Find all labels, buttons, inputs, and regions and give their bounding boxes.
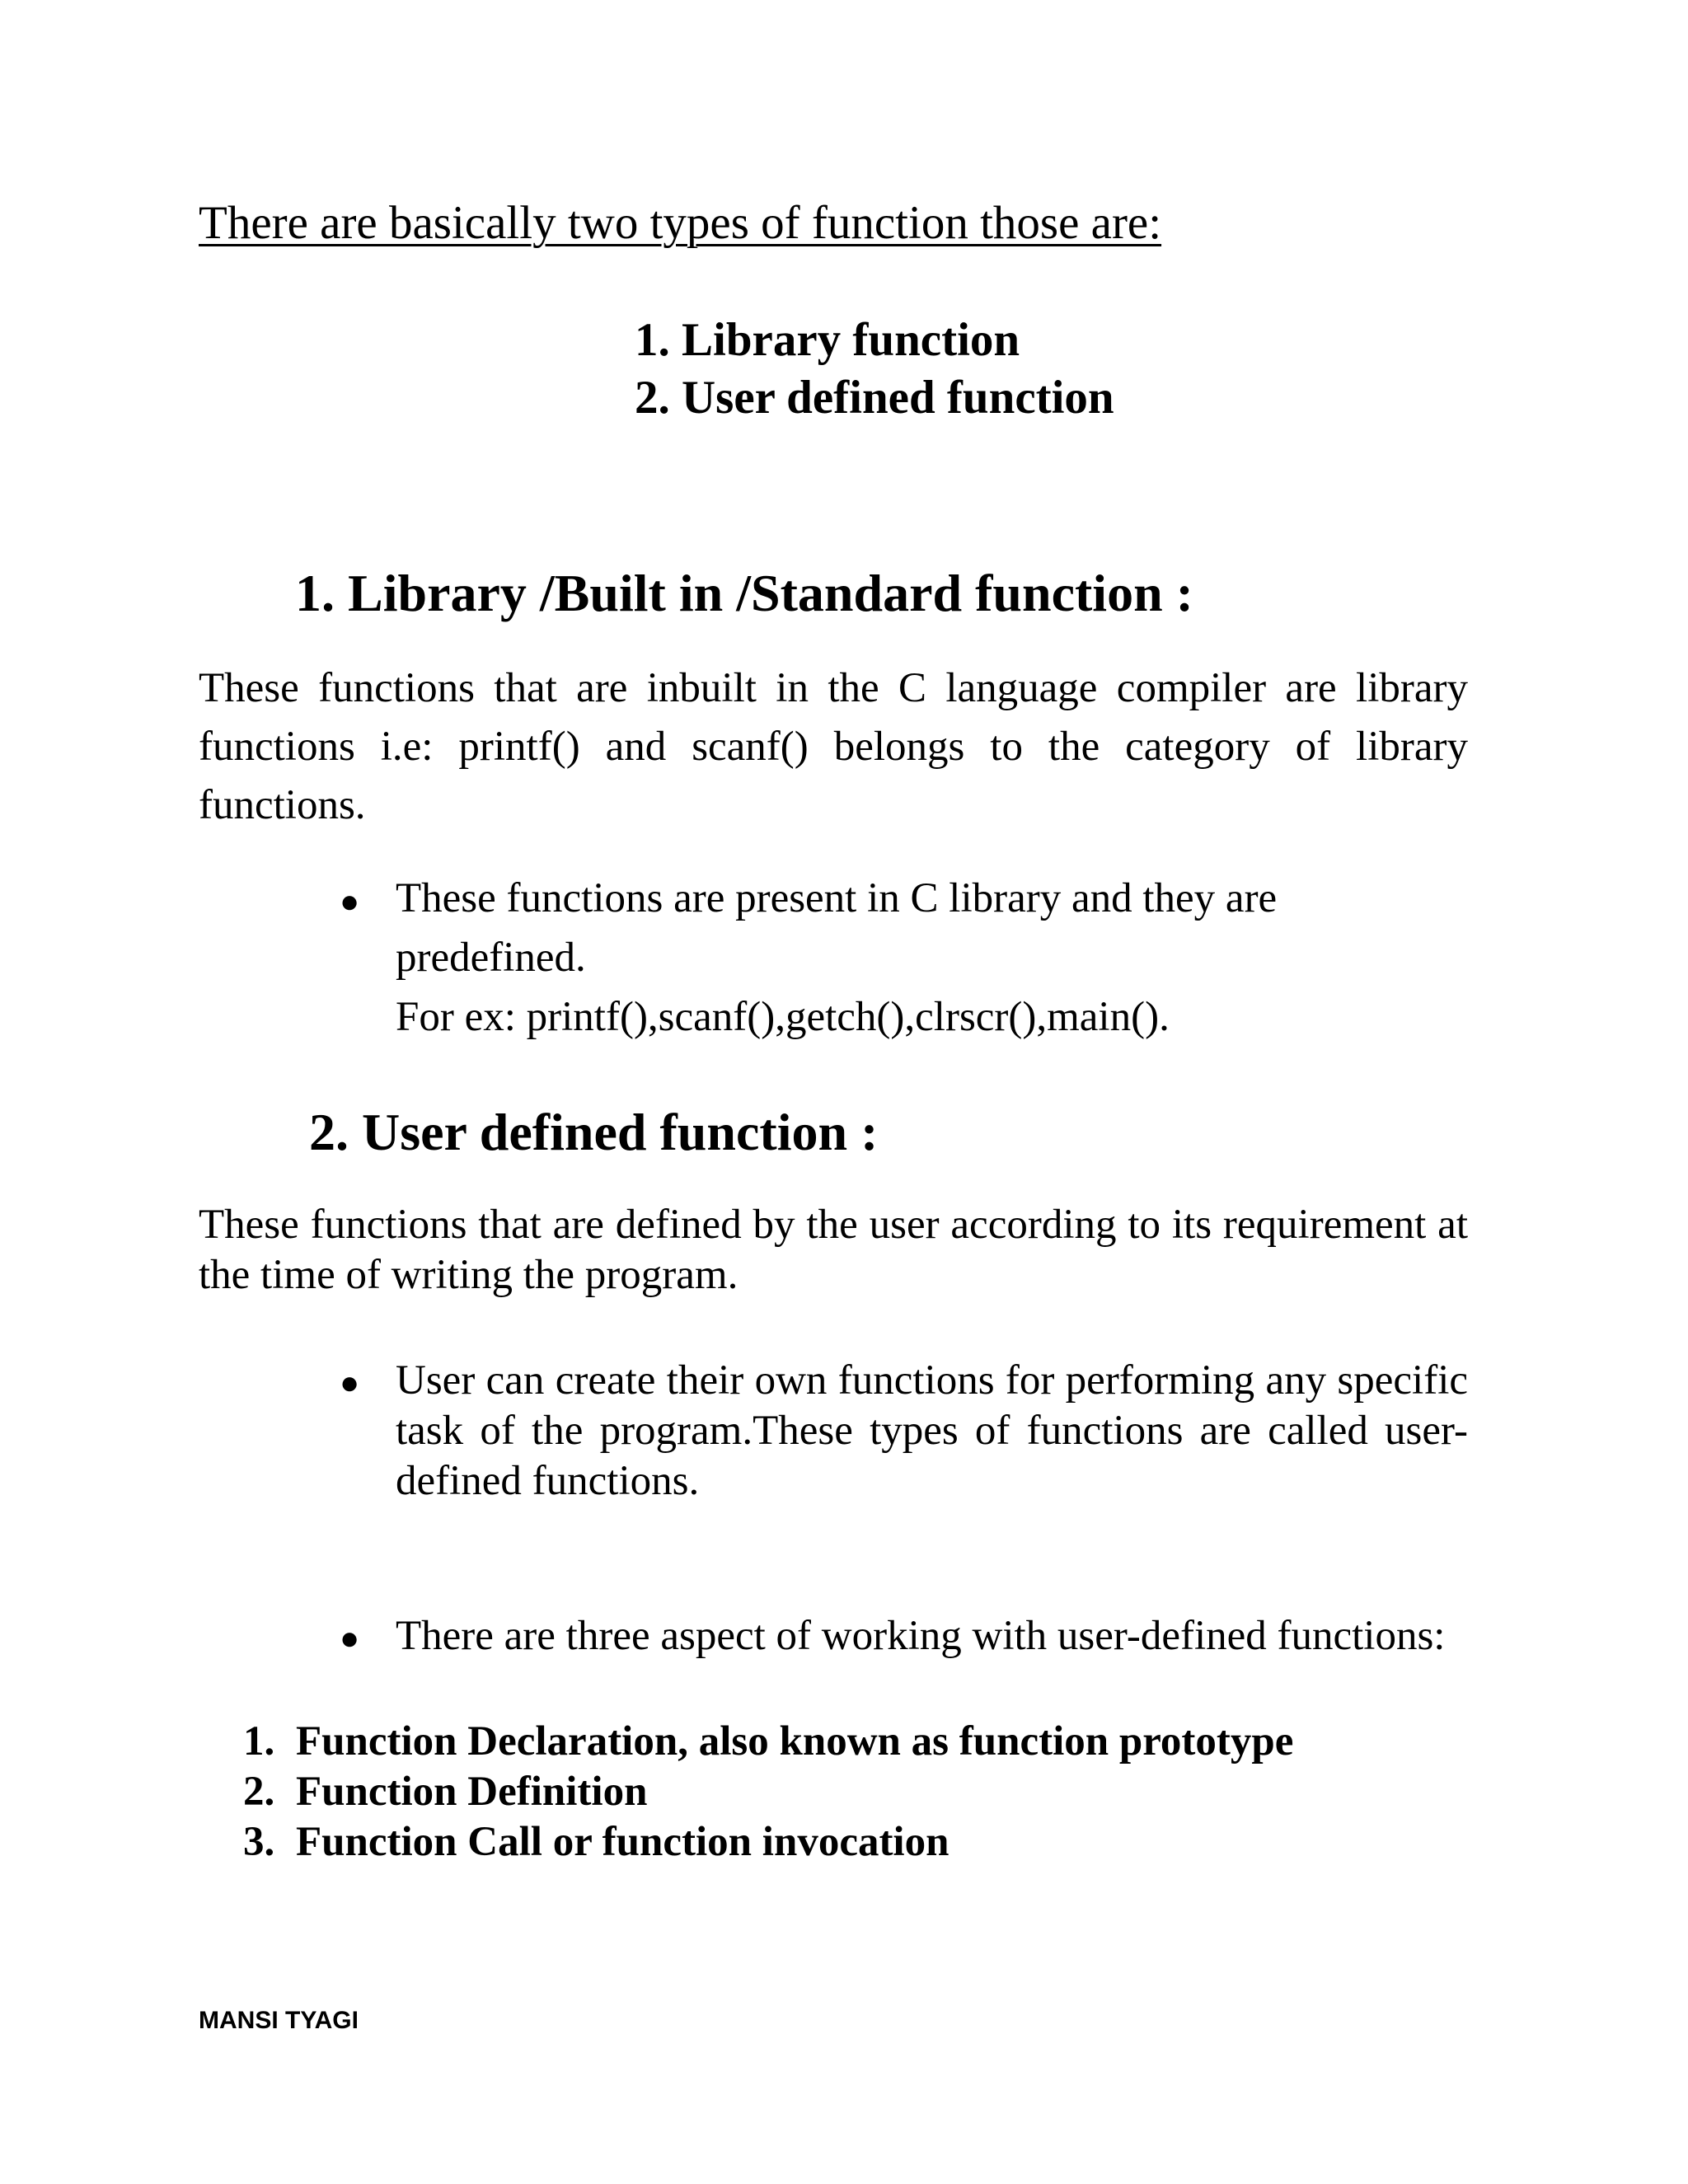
footer-author: MANSI TYAGI — [199, 2007, 359, 2034]
list-item-text: Function Call or function invocation — [296, 1819, 950, 1865]
bullet-text: User can create their own functions for performing any specific task of the program.These types of functions are called user-defined functions. — [396, 1357, 1468, 1504]
bullet-line: predefined. — [396, 935, 586, 981]
list-item: 1. Library function — [635, 314, 1020, 366]
list-item — [243, 1817, 1293, 1868]
bullet-icon: ● — [340, 883, 360, 920]
function-types-list — [635, 312, 1114, 427]
list-number: 3. — [243, 1819, 275, 1865]
section-heading-user-defined: 2. User defined function : — [309, 1103, 879, 1161]
aspects-list — [243, 1717, 1293, 1868]
user-defined-bullet-1 — [340, 1356, 1468, 1507]
bullet-line: For ex: printf(),scanf(),getch(),clrscr(),main(). — [396, 994, 1170, 1040]
list-item: 2. User defined function — [635, 372, 1114, 424]
library-paragraph: These functions that are inbuilt in the C language compiler are library functions i.e: printf() and scanf() belongs to the category of library functions. — [199, 665, 1468, 828]
section-heading-library: 1. Library /Built in /Standard function : — [295, 564, 1193, 622]
list-number: 2. — [243, 1769, 275, 1815]
list-item-text: Function Declaration, also known as function prototype — [296, 1718, 1294, 1765]
user-defined-bullet-2 — [340, 1611, 1468, 1661]
list-number: 1. — [243, 1718, 275, 1765]
user-defined-paragraph: These functions that are defined by the user according to its requirement at the time of writing the program. — [199, 1202, 1468, 1298]
bullet-text: There are three aspect of working with user-defined functions: — [396, 1613, 1446, 1659]
bullet-icon: ● — [340, 1364, 360, 1401]
bullet-line: These functions are present in C library and they are — [396, 875, 1278, 921]
bullet-icon: ● — [340, 1619, 360, 1657]
list-item-text: Function Definition — [296, 1769, 648, 1815]
library-bullet — [340, 869, 1468, 1047]
list-item — [243, 1767, 1293, 1817]
bullet-text — [396, 869, 1468, 1047]
list-item — [243, 1717, 1293, 1767]
intro-line: There are basically two types of function those are: — [199, 197, 1162, 249]
